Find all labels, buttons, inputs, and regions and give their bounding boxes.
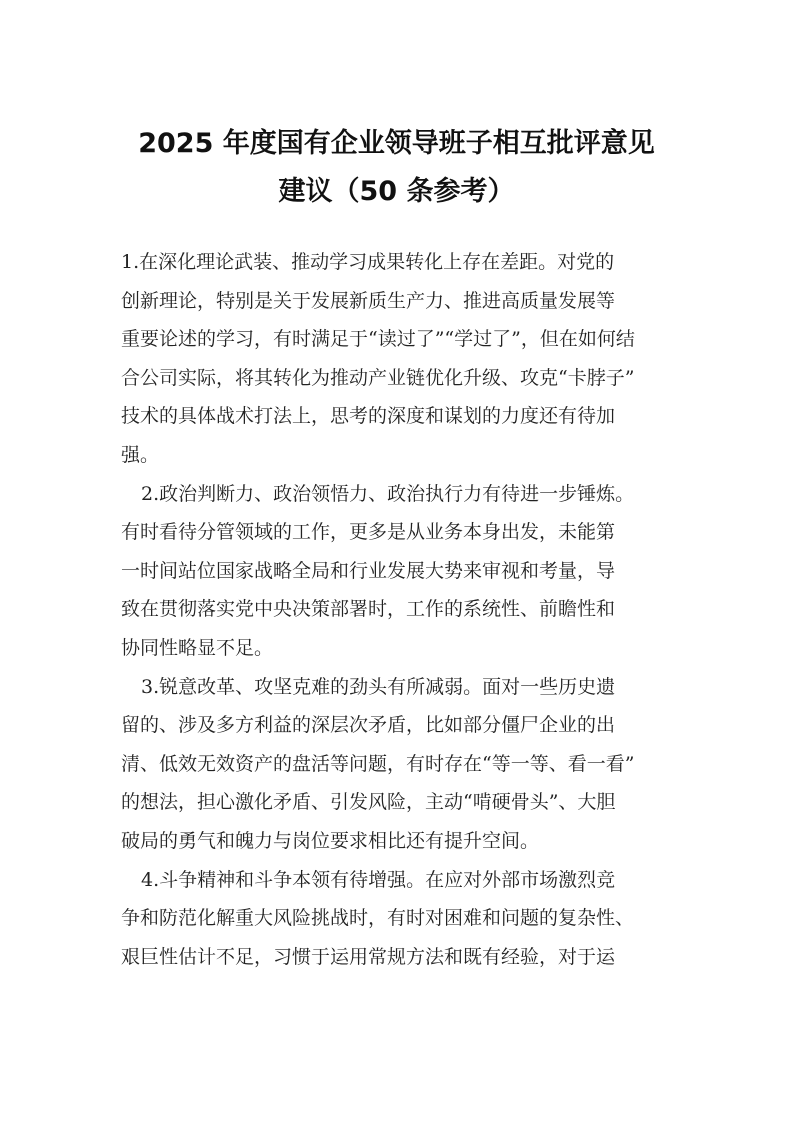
document-title-line-1: 2025 年度国有企业领导班子相互批评意见 [138,128,655,159]
paragraph-2 [121,475,681,668]
paragraph-line: 重要论述的学习，有时满足于“读过了”“学过了”，但在如何结 [121,328,635,351]
paragraph-line: 协同性略显不足。 [121,636,274,659]
paragraph-line: 合公司实际，将其转化为推动产业链优化升级、攻克“卡脖子” [121,366,635,389]
paragraph-line: 清、低效无效资产的盘活等问题，有时存在“等一等、看一看” [121,752,635,775]
paragraph-line: 3.锐意改革、攻坚克难的劲头有所减弱。面对一些历史遗 [141,675,616,698]
paragraph-line: 艰巨性估计不足，习惯于运用常规方法和既有经验，对于运 [121,945,616,968]
paragraph-line: 的想法，担心激化矛盾、引发风险，主动“啃硬骨头”、大胆 [121,791,616,814]
paragraph-line: 2.政治判断力、政治领悟力、政治执行力有待进一步锤炼。 [141,482,635,505]
paragraph-line: 1.在深化理论武装、推动学习成果转化上存在差距。对党的 [121,251,615,273]
paragraph-line: 破局的勇气和魄力与岗位要求相比还有提升空间。 [121,829,540,852]
paragraph-line: 技术的具体战术打法上，思考的深度和谋划的力度还有待加 [121,405,616,428]
document-body [121,243,681,976]
paragraph-line: 创新理论，特别是关于发展新质生产力、推进高质量发展等 [121,289,616,312]
paragraph-4 [121,861,681,977]
paragraph-line: 一时间站位国家战略全局和行业发展大势来审视和考量，导 [121,559,616,582]
paragraph-line: 留的、涉及多方利益的深层次矛盾，比如部分僵尸企业的出 [121,714,616,737]
paragraph-3 [121,668,681,861]
paragraph-line: 致在贯彻落实党中央决策部署时，工作的系统性、前瞻性和 [121,598,616,621]
paragraph-line: 4.斗争精神和斗争本领有待增强。在应对外部市场激烈竞 [141,868,616,891]
paragraph-1 [121,243,681,475]
paragraph-line: 强。 [121,443,160,466]
paragraph-line: 有时看待分管领域的工作，更多是从业务本身出发，未能第 [121,521,616,544]
paragraph-line: 争和防范化解重大风险挑战时，有时对困难和问题的复杂性、 [121,907,635,930]
document-title-line-2: 建议（50 条参考） [278,176,515,207]
